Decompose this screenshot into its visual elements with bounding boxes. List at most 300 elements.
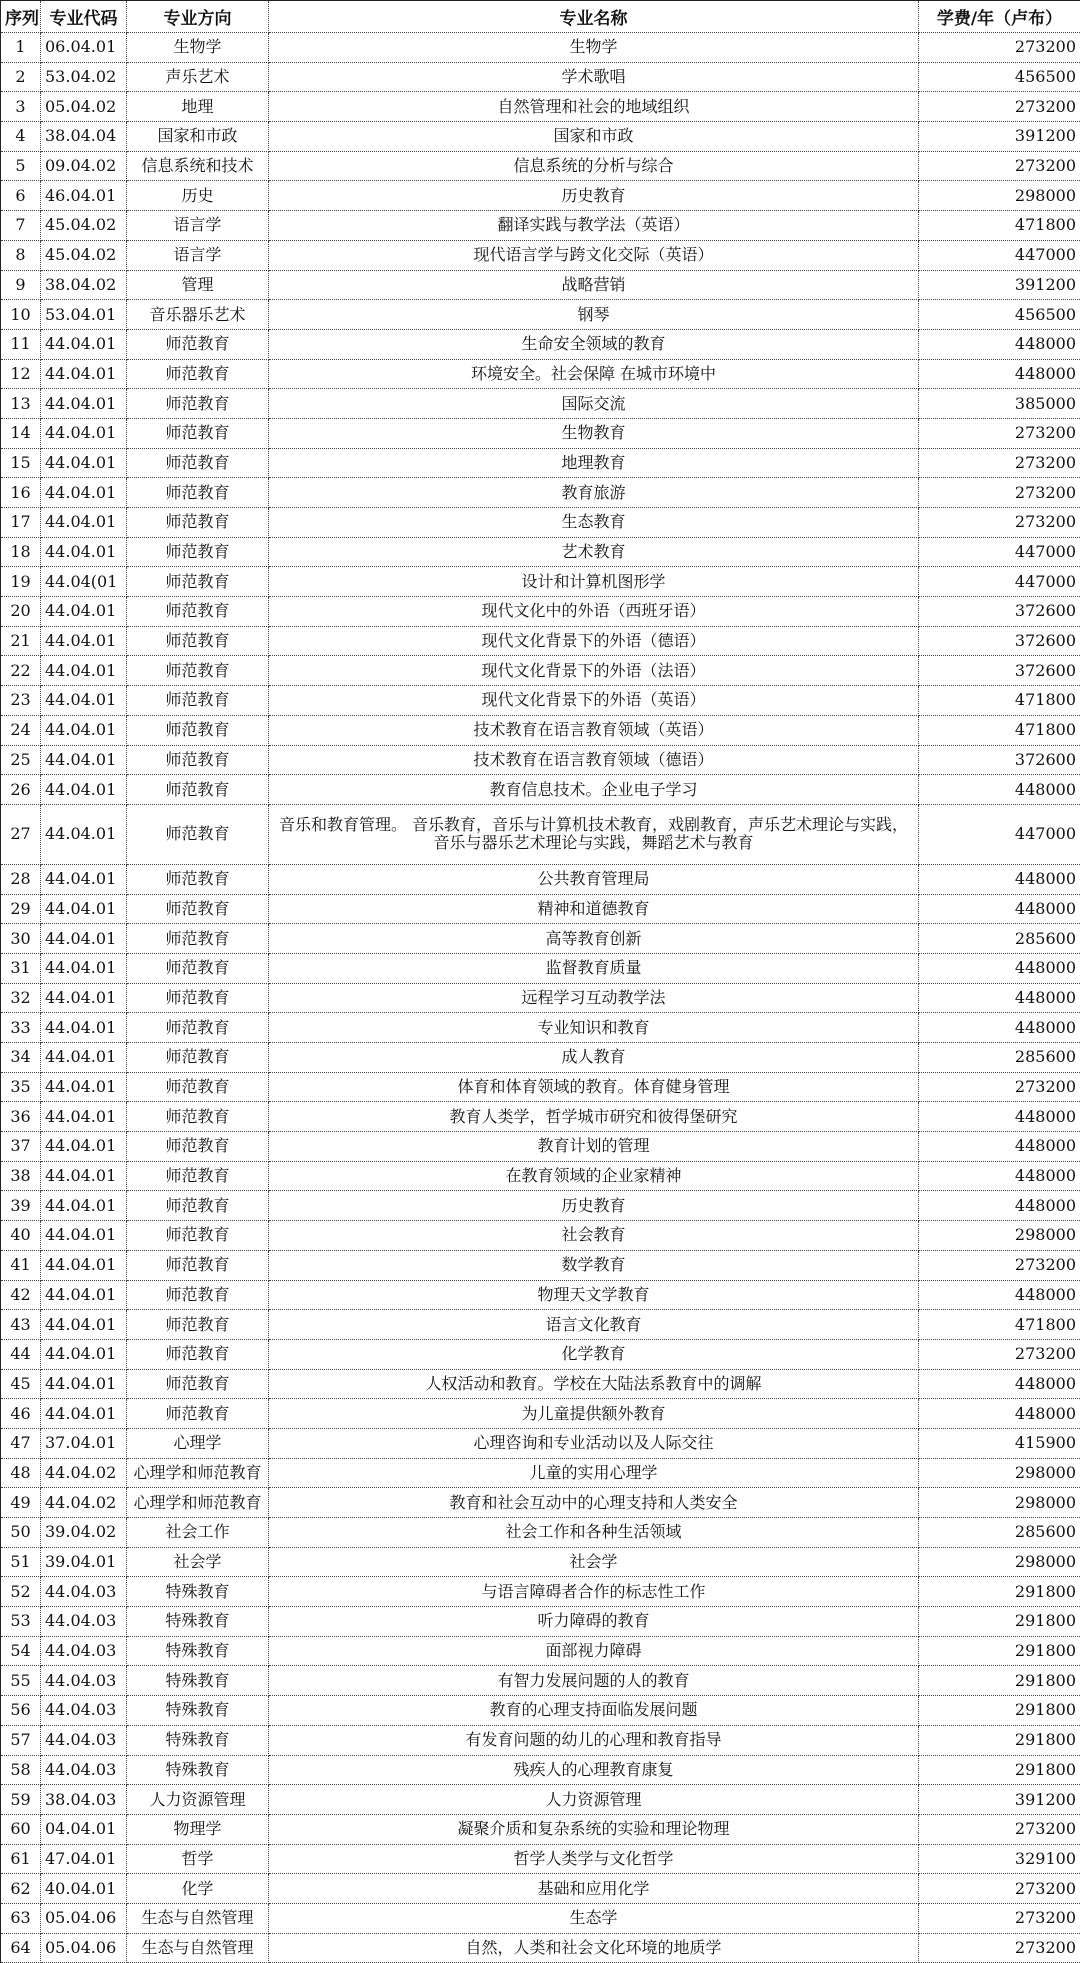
cell-direction: 师范教育	[127, 418, 269, 448]
cell-code: 44.04.01	[41, 1072, 127, 1102]
cell-index: 4	[1, 122, 41, 152]
cell-direction: 特殊教育	[127, 1696, 269, 1726]
table-row	[1, 478, 1080, 508]
table-row	[1, 953, 1080, 983]
cell-direction: 物理学	[127, 1814, 269, 1844]
table-row	[1, 418, 1080, 448]
cell-fee: 273200	[919, 1874, 1080, 1904]
cell-code: 44.04.01	[41, 1221, 127, 1251]
cell-fee: 291800	[919, 1577, 1080, 1607]
cell-code: 44.04.01	[41, 1013, 127, 1043]
cell-fee: 273200	[919, 1933, 1080, 1963]
cell-index: 38	[1, 1161, 41, 1191]
cell-fee: 447000	[919, 567, 1080, 597]
cell-index: 18	[1, 537, 41, 567]
cell-code: 44.04.03	[41, 1725, 127, 1755]
cell-code: 44.04.01	[41, 745, 127, 775]
cell-fee: 448000	[919, 953, 1080, 983]
table-row	[1, 1399, 1080, 1429]
cell-fee: 329100	[919, 1844, 1080, 1874]
cell-code: 44.04.01	[41, 804, 127, 864]
cell-direction: 师范教育	[127, 775, 269, 805]
cell-direction: 生态与自然管理	[127, 1933, 269, 1963]
table-row	[1, 537, 1080, 567]
cell-direction: 师范教育	[127, 953, 269, 983]
table-row	[1, 924, 1080, 954]
cell-index: 28	[1, 864, 41, 894]
cell-index: 9	[1, 270, 41, 300]
cell-direction: 历史	[127, 181, 269, 211]
table-row	[1, 626, 1080, 656]
cell-name: 国家和市政	[269, 122, 919, 152]
cell-index: 2	[1, 62, 41, 92]
table-row	[1, 1874, 1080, 1904]
cell-name: 社会工作和各种生活领域	[269, 1518, 919, 1548]
cell-index: 48	[1, 1458, 41, 1488]
table-row	[1, 1102, 1080, 1132]
cell-direction: 师范教育	[127, 745, 269, 775]
header-direction: 专业方向	[127, 1, 269, 33]
cell-direction: 化学	[127, 1874, 269, 1904]
cell-code: 44.04.01	[41, 418, 127, 448]
cell-name: 环境安全。社会保障 在城市环境中	[269, 359, 919, 389]
cell-index: 55	[1, 1666, 41, 1696]
table-row	[1, 1072, 1080, 1102]
cell-fee: 391200	[919, 122, 1080, 152]
header-name: 专业名称	[269, 1, 919, 33]
cell-name: 为儿童提供额外教育	[269, 1399, 919, 1429]
cell-name: 现代文化背景下的外语（德语）	[269, 626, 919, 656]
cell-name: 教育旅游	[269, 478, 919, 508]
table-body	[1, 33, 1080, 1963]
cell-index: 50	[1, 1518, 41, 1548]
cell-index: 60	[1, 1814, 41, 1844]
cell-fee: 291800	[919, 1636, 1080, 1666]
cell-direction: 哲学	[127, 1844, 269, 1874]
cell-name: 教育信息技术。企业电子学习	[269, 775, 919, 805]
cell-index: 64	[1, 1933, 41, 1963]
table-row	[1, 656, 1080, 686]
cell-code: 44.04.01	[41, 656, 127, 686]
cell-direction: 师范教育	[127, 924, 269, 954]
cell-code: 44.04.01	[41, 1399, 127, 1429]
cell-direction: 师范教育	[127, 1102, 269, 1132]
cell-index: 30	[1, 924, 41, 954]
cell-index: 5	[1, 151, 41, 181]
cell-code: 45.04.02	[41, 240, 127, 270]
cell-fee: 372600	[919, 597, 1080, 627]
cell-code: 38.04.04	[41, 122, 127, 152]
cell-name: 学术歌唱	[269, 62, 919, 92]
cell-index: 49	[1, 1488, 41, 1518]
cell-code: 44.04.01	[41, 448, 127, 478]
cell-code: 44.04.01	[41, 1280, 127, 1310]
cell-fee: 456500	[919, 62, 1080, 92]
cell-direction: 地理	[127, 92, 269, 122]
cell-name: 自然管理和社会的地域组织	[269, 92, 919, 122]
cell-direction: 国家和市政	[127, 122, 269, 152]
cell-index: 58	[1, 1755, 41, 1785]
cell-index: 45	[1, 1369, 41, 1399]
cell-fee: 448000	[919, 1191, 1080, 1221]
cell-direction: 师范教育	[127, 597, 269, 627]
cell-fee: 273200	[919, 418, 1080, 448]
cell-name: 高等教育创新	[269, 924, 919, 954]
header-fee: 学费/年（卢布）	[919, 1, 1080, 33]
cell-index: 1	[1, 33, 41, 63]
cell-index: 13	[1, 389, 41, 419]
table-row	[1, 1013, 1080, 1043]
cell-fee: 456500	[919, 300, 1080, 330]
cell-code: 44.04.01	[41, 1250, 127, 1280]
table-row	[1, 597, 1080, 627]
cell-direction: 管理	[127, 270, 269, 300]
cell-direction: 心理学和师范教育	[127, 1458, 269, 1488]
cell-index: 8	[1, 240, 41, 270]
table-row	[1, 1577, 1080, 1607]
cell-direction: 师范教育	[127, 804, 269, 864]
cell-index: 40	[1, 1221, 41, 1251]
cell-name: 生物教育	[269, 418, 919, 448]
table-row	[1, 1607, 1080, 1637]
cell-name: 物理天文学教育	[269, 1280, 919, 1310]
table-row	[1, 1339, 1080, 1369]
cell-fee: 471800	[919, 686, 1080, 716]
cell-fee: 291800	[919, 1607, 1080, 1637]
cell-fee: 273200	[919, 151, 1080, 181]
header-index: 序列	[1, 1, 41, 33]
cell-direction: 师范教育	[127, 1191, 269, 1221]
table-row	[1, 1132, 1080, 1162]
cell-direction: 特殊教育	[127, 1755, 269, 1785]
cell-code: 44.04.01	[41, 1369, 127, 1399]
cell-fee: 448000	[919, 1013, 1080, 1043]
cell-fee: 298000	[919, 181, 1080, 211]
cell-fee: 391200	[919, 1785, 1080, 1815]
cell-index: 24	[1, 715, 41, 745]
cell-fee: 273200	[919, 1250, 1080, 1280]
cell-name: 生物学	[269, 33, 919, 63]
cell-name: 语言文化教育	[269, 1310, 919, 1340]
cell-name: 自然，人类和社会文化环境的地质学	[269, 1933, 919, 1963]
cell-fee: 273200	[919, 1903, 1080, 1933]
cell-fee: 448000	[919, 359, 1080, 389]
cell-name: 有智力发展问题的人的教育	[269, 1666, 919, 1696]
cell-index: 32	[1, 983, 41, 1013]
table-row	[1, 329, 1080, 359]
cell-name: 战略营销	[269, 270, 919, 300]
cell-direction: 师范教育	[127, 1013, 269, 1043]
cell-fee: 372600	[919, 745, 1080, 775]
cell-index: 51	[1, 1547, 41, 1577]
cell-fee: 273200	[919, 508, 1080, 538]
cell-direction: 心理学	[127, 1428, 269, 1458]
cell-fee: 385000	[919, 389, 1080, 419]
cell-fee: 273200	[919, 448, 1080, 478]
cell-index: 35	[1, 1072, 41, 1102]
cell-name: 音乐和教育管理。 音乐教育，音乐与计算机技术教育，戏剧教育，声乐艺术理论与实践，音乐与器乐艺术理论与实践，舞蹈艺术与教育	[269, 804, 919, 864]
cell-fee: 447000	[919, 804, 1080, 864]
cell-code: 44.04.01	[41, 894, 127, 924]
table-row	[1, 1310, 1080, 1340]
cell-name: 艺术教育	[269, 537, 919, 567]
cell-code: 44.04.01	[41, 1102, 127, 1132]
cell-name: 与语言障碍者合作的标志性工作	[269, 1577, 919, 1607]
table-row	[1, 1844, 1080, 1874]
cell-name: 心理咨询和专业活动以及人际交往	[269, 1428, 919, 1458]
table-row	[1, 894, 1080, 924]
table-row	[1, 122, 1080, 152]
cell-index: 42	[1, 1280, 41, 1310]
cell-index: 11	[1, 329, 41, 359]
cell-name: 社会教育	[269, 1221, 919, 1251]
cell-fee: 448000	[919, 1102, 1080, 1132]
table-row	[1, 1191, 1080, 1221]
cell-index: 10	[1, 300, 41, 330]
cell-code: 44.04.01	[41, 537, 127, 567]
cell-direction: 人力资源管理	[127, 1785, 269, 1815]
cell-name: 现代文化中的外语（西班牙语）	[269, 597, 919, 627]
cell-name: 基础和应用化学	[269, 1874, 919, 1904]
cell-direction: 师范教育	[127, 1221, 269, 1251]
cell-name: 教育和社会互动中的心理支持和人类安全	[269, 1488, 919, 1518]
cell-direction: 师范教育	[127, 448, 269, 478]
cell-name: 专业知识和教育	[269, 1013, 919, 1043]
cell-index: 44	[1, 1339, 41, 1369]
cell-direction: 师范教育	[127, 686, 269, 716]
cell-direction: 语言学	[127, 211, 269, 241]
cell-index: 39	[1, 1191, 41, 1221]
cell-index: 53	[1, 1607, 41, 1637]
cell-direction: 师范教育	[127, 983, 269, 1013]
cell-direction: 心理学和师范教育	[127, 1488, 269, 1518]
table-row	[1, 1666, 1080, 1696]
cell-code: 44.04(01	[41, 567, 127, 597]
cell-code: 38.04.02	[41, 270, 127, 300]
cell-name: 残疾人的心理教育康复	[269, 1755, 919, 1785]
cell-code: 44.04.01	[41, 924, 127, 954]
table-row	[1, 1518, 1080, 1548]
table-row	[1, 1547, 1080, 1577]
cell-fee: 372600	[919, 656, 1080, 686]
cell-fee: 291800	[919, 1666, 1080, 1696]
cell-index: 19	[1, 567, 41, 597]
cell-fee: 285600	[919, 924, 1080, 954]
cell-code: 09.04.02	[41, 151, 127, 181]
table-row	[1, 33, 1080, 63]
cell-index: 43	[1, 1310, 41, 1340]
cell-name: 有发育问题的幼儿的心理和教育指导	[269, 1725, 919, 1755]
cell-fee: 448000	[919, 983, 1080, 1013]
cell-name: 国际交流	[269, 389, 919, 419]
cell-index: 41	[1, 1250, 41, 1280]
cell-code: 45.04.02	[41, 211, 127, 241]
cell-name: 技术教育在语言教育领域（英语）	[269, 715, 919, 745]
cell-index: 20	[1, 597, 41, 627]
cell-index: 34	[1, 1043, 41, 1073]
cell-index: 6	[1, 181, 41, 211]
cell-name: 面部视力障碍	[269, 1636, 919, 1666]
cell-name: 公共教育管理局	[269, 864, 919, 894]
table-row	[1, 1369, 1080, 1399]
cell-code: 44.04.03	[41, 1666, 127, 1696]
cell-name: 生态教育	[269, 508, 919, 538]
table-row	[1, 508, 1080, 538]
cell-code: 44.04.01	[41, 1310, 127, 1340]
cell-name: 现代文化背景下的外语（英语）	[269, 686, 919, 716]
table-row	[1, 1755, 1080, 1785]
cell-direction: 师范教育	[127, 864, 269, 894]
cell-code: 04.04.01	[41, 1814, 127, 1844]
cell-name: 设计和计算机图形学	[269, 567, 919, 597]
cell-code: 44.04.01	[41, 1132, 127, 1162]
cell-fee: 448000	[919, 775, 1080, 805]
cell-direction: 师范教育	[127, 1161, 269, 1191]
cell-index: 33	[1, 1013, 41, 1043]
cell-name: 现代文化背景下的外语（法语）	[269, 656, 919, 686]
cell-index: 56	[1, 1696, 41, 1726]
cell-code: 44.04.01	[41, 953, 127, 983]
cell-index: 63	[1, 1903, 41, 1933]
cell-fee: 471800	[919, 211, 1080, 241]
table-row	[1, 270, 1080, 300]
cell-fee: 447000	[919, 240, 1080, 270]
cell-direction: 师范教育	[127, 656, 269, 686]
cell-index: 36	[1, 1102, 41, 1132]
table-row	[1, 151, 1080, 181]
table-row	[1, 864, 1080, 894]
cell-direction: 生态与自然管理	[127, 1903, 269, 1933]
cell-name: 历史教育	[269, 181, 919, 211]
cell-code: 47.04.01	[41, 1844, 127, 1874]
cell-index: 21	[1, 626, 41, 656]
cell-direction: 声乐艺术	[127, 62, 269, 92]
cell-code: 44.04.01	[41, 329, 127, 359]
cell-fee: 273200	[919, 1339, 1080, 1369]
cell-fee: 448000	[919, 329, 1080, 359]
cell-name: 教育的心理支持面临发展问题	[269, 1696, 919, 1726]
cell-code: 44.04.03	[41, 1755, 127, 1785]
cell-direction: 师范教育	[127, 1043, 269, 1073]
cell-fee: 448000	[919, 1161, 1080, 1191]
cell-code: 44.04.02	[41, 1458, 127, 1488]
cell-index: 57	[1, 1725, 41, 1755]
cell-index: 17	[1, 508, 41, 538]
cell-name: 人力资源管理	[269, 1785, 919, 1815]
header-row	[1, 1, 1080, 33]
cell-direction: 师范教育	[127, 715, 269, 745]
cell-code: 44.04.01	[41, 478, 127, 508]
cell-code: 37.04.01	[41, 1428, 127, 1458]
table-row	[1, 775, 1080, 805]
cell-code: 44.04.03	[41, 1636, 127, 1666]
cell-code: 39.04.01	[41, 1547, 127, 1577]
cell-code: 06.04.01	[41, 33, 127, 63]
cell-fee: 298000	[919, 1458, 1080, 1488]
cell-index: 37	[1, 1132, 41, 1162]
cell-code: 44.04.01	[41, 389, 127, 419]
table-row	[1, 1636, 1080, 1666]
cell-code: 44.04.01	[41, 864, 127, 894]
cell-code: 44.04.01	[41, 359, 127, 389]
cell-fee: 448000	[919, 894, 1080, 924]
cell-fee: 298000	[919, 1547, 1080, 1577]
cell-fee: 285600	[919, 1518, 1080, 1548]
cell-name: 教育人类学，哲学城市研究和彼得堡研究	[269, 1102, 919, 1132]
cell-index: 47	[1, 1428, 41, 1458]
cell-direction: 特殊教育	[127, 1666, 269, 1696]
cell-code: 53.04.01	[41, 300, 127, 330]
cell-fee: 273200	[919, 1072, 1080, 1102]
cell-fee: 391200	[919, 270, 1080, 300]
cell-fee: 291800	[919, 1755, 1080, 1785]
table-row	[1, 1043, 1080, 1073]
table-row	[1, 1696, 1080, 1726]
cell-index: 31	[1, 953, 41, 983]
cell-direction: 师范教育	[127, 537, 269, 567]
table-row	[1, 1725, 1080, 1755]
table-row	[1, 300, 1080, 330]
table-row	[1, 211, 1080, 241]
cell-direction: 师范教育	[127, 1339, 269, 1369]
table-row	[1, 1161, 1080, 1191]
table-row	[1, 1458, 1080, 1488]
cell-index: 29	[1, 894, 41, 924]
table-row	[1, 1488, 1080, 1518]
cell-name: 钢琴	[269, 300, 919, 330]
cell-index: 52	[1, 1577, 41, 1607]
cell-code: 44.04.03	[41, 1577, 127, 1607]
cell-name: 现代语言学与跨文化交际（英语）	[269, 240, 919, 270]
cell-fee: 415900	[919, 1428, 1080, 1458]
cell-code: 05.04.06	[41, 1903, 127, 1933]
cell-code: 44.04.01	[41, 1339, 127, 1369]
cell-code: 44.04.01	[41, 983, 127, 1013]
cell-name: 监督教育质量	[269, 953, 919, 983]
cell-direction: 师范教育	[127, 1369, 269, 1399]
cell-direction: 特殊教育	[127, 1725, 269, 1755]
cell-name: 教育计划的管理	[269, 1132, 919, 1162]
cell-code: 40.04.01	[41, 1874, 127, 1904]
cell-name: 地理教育	[269, 448, 919, 478]
cell-direction: 师范教育	[127, 478, 269, 508]
cell-index: 27	[1, 804, 41, 864]
cell-direction: 社会工作	[127, 1518, 269, 1548]
cell-fee: 471800	[919, 715, 1080, 745]
cell-name: 历史教育	[269, 1191, 919, 1221]
table-row	[1, 1221, 1080, 1251]
cell-index: 46	[1, 1399, 41, 1429]
table-row	[1, 448, 1080, 478]
cell-direction: 师范教育	[127, 1399, 269, 1429]
cell-index: 62	[1, 1874, 41, 1904]
table-row	[1, 181, 1080, 211]
table-row	[1, 1785, 1080, 1815]
table-row	[1, 1428, 1080, 1458]
cell-code: 44.04.01	[41, 508, 127, 538]
cell-code: 44.04.02	[41, 1488, 127, 1518]
cell-direction: 师范教育	[127, 508, 269, 538]
cell-index: 7	[1, 211, 41, 241]
cell-code: 44.04.01	[41, 1043, 127, 1073]
cell-direction: 师范教育	[127, 567, 269, 597]
cell-index: 3	[1, 92, 41, 122]
table-row	[1, 1250, 1080, 1280]
cell-direction: 音乐器乐艺术	[127, 300, 269, 330]
cell-index: 25	[1, 745, 41, 775]
table-row	[1, 1814, 1080, 1844]
cell-direction: 师范教育	[127, 1132, 269, 1162]
